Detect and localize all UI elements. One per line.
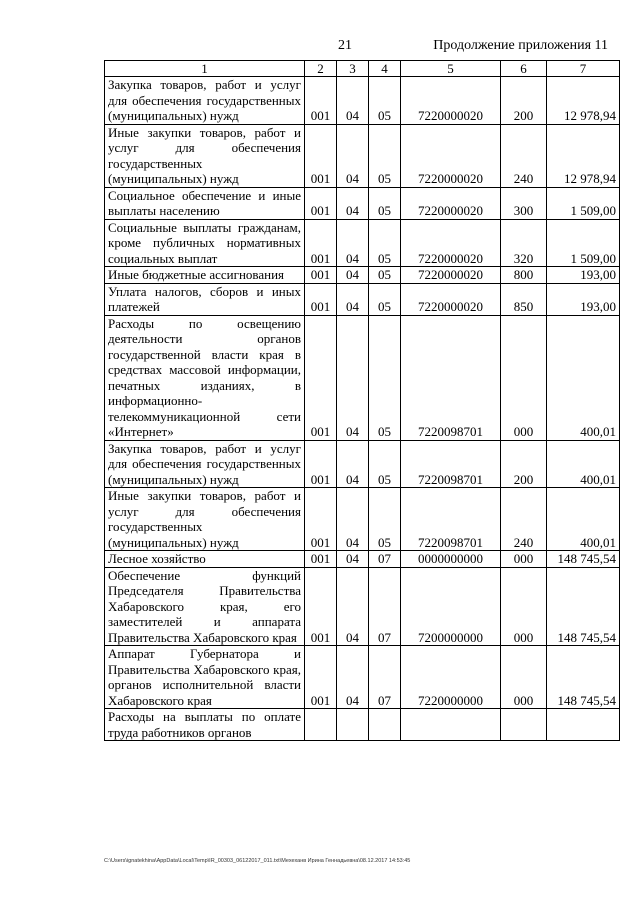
section-code-cell: 04	[337, 567, 369, 646]
section-code-cell: 04	[337, 124, 369, 187]
admin-code-cell: 001	[305, 488, 337, 551]
expense-type-cell: 000	[501, 646, 547, 709]
target-article-cell: 7220000020	[401, 187, 501, 219]
target-article-cell: 7220098701	[401, 315, 501, 440]
expense-name-cell: Закупка товаров, работ и услуг для обеспечения государственных (муниципальных) нужд	[105, 440, 305, 488]
column-header: 7	[547, 61, 620, 77]
amount-cell: 400,01	[547, 440, 620, 488]
subsection-code-cell: 05	[369, 187, 401, 219]
subsection-code-cell	[369, 709, 401, 741]
amount-cell: 400,01	[547, 488, 620, 551]
expense-type-cell: 240	[501, 488, 547, 551]
page-number: 21	[338, 38, 352, 53]
amount-cell: 193,00	[547, 267, 620, 284]
column-header: 3	[337, 61, 369, 77]
admin-code-cell: 001	[305, 219, 337, 267]
expense-name-cell: Обеспечение функций Председателя Правительства Хабаровского края, его заместителей и аппарата Правительства Хабаровского края	[105, 567, 305, 646]
subsection-code-cell: 05	[369, 488, 401, 551]
subsection-code-cell: 05	[369, 267, 401, 284]
section-code-cell: 04	[337, 77, 369, 125]
section-code-cell: 04	[337, 219, 369, 267]
table-row	[105, 551, 620, 568]
section-code-cell: 04	[337, 267, 369, 284]
amount-cell: 148 745,54	[547, 551, 620, 568]
target-article-cell: 7220000020	[401, 283, 501, 315]
amount-cell: 148 745,54	[547, 646, 620, 709]
expense-name-cell: Социальное обеспечение и иные выплаты населению	[105, 187, 305, 219]
expense-type-cell: 000	[501, 567, 547, 646]
header-row	[105, 61, 620, 77]
admin-code-cell: 001	[305, 440, 337, 488]
column-header: 4	[369, 61, 401, 77]
continuation-label: Продолжение приложения 11	[433, 38, 608, 53]
column-header: 2	[305, 61, 337, 77]
target-article-cell: 7220000000	[401, 646, 501, 709]
section-code-cell	[337, 709, 369, 741]
section-code-cell: 04	[337, 440, 369, 488]
table-row	[105, 567, 620, 646]
expense-name-cell: Расходы на выплаты по оплате труда работников органов	[105, 709, 305, 741]
expense-name-cell: Социальные выплаты гражданам, кроме публичных нормативных социальных выплат	[105, 219, 305, 267]
subsection-code-cell: 05	[369, 219, 401, 267]
column-header: 6	[501, 61, 547, 77]
admin-code-cell: 001	[305, 187, 337, 219]
table-row	[105, 709, 620, 741]
table-row	[105, 440, 620, 488]
table-row	[105, 267, 620, 284]
expense-name-cell: Иные закупки товаров, работ и услуг для обеспечения государственных (муниципальных) нужд	[105, 488, 305, 551]
admin-code-cell: 001	[305, 124, 337, 187]
table-row	[105, 283, 620, 315]
expense-name-cell: Иные закупки товаров, работ и услуг для обеспечения государственных (муниципальных) нужд	[105, 124, 305, 187]
target-article-cell: 0000000000	[401, 551, 501, 568]
target-article-cell: 7220000020	[401, 77, 501, 125]
expense-type-cell: 000	[501, 315, 547, 440]
expense-type-cell: 320	[501, 219, 547, 267]
subsection-code-cell: 05	[369, 283, 401, 315]
subsection-code-cell: 07	[369, 551, 401, 568]
section-code-cell: 04	[337, 551, 369, 568]
amount-cell: 12 978,94	[547, 77, 620, 125]
target-article-cell	[401, 709, 501, 741]
table-row	[105, 124, 620, 187]
expense-type-cell	[501, 709, 547, 741]
column-header: 5	[401, 61, 501, 77]
expense-name-cell: Аппарат Губернатора и Правительства Хабаровского края, органов исполнительной власти Хабаровского края	[105, 646, 305, 709]
admin-code-cell: 001	[305, 283, 337, 315]
expense-type-cell: 850	[501, 283, 547, 315]
expense-type-cell: 000	[501, 551, 547, 568]
amount-cell: 400,01	[547, 315, 620, 440]
section-code-cell: 04	[337, 646, 369, 709]
target-article-cell: 7220098701	[401, 488, 501, 551]
amount-cell	[547, 709, 620, 741]
budget-table	[104, 60, 620, 741]
expense-type-cell: 240	[501, 124, 547, 187]
subsection-code-cell: 05	[369, 315, 401, 440]
target-article-cell: 7200000000	[401, 567, 501, 646]
table-row	[105, 488, 620, 551]
section-code-cell: 04	[337, 187, 369, 219]
subsection-code-cell: 05	[369, 124, 401, 187]
section-code-cell: 04	[337, 315, 369, 440]
admin-code-cell: 001	[305, 267, 337, 284]
amount-cell: 1 509,00	[547, 187, 620, 219]
target-article-cell: 7220000020	[401, 124, 501, 187]
section-code-cell: 04	[337, 283, 369, 315]
target-article-cell: 7220000020	[401, 267, 501, 284]
subsection-code-cell: 07	[369, 567, 401, 646]
admin-code-cell: 001	[305, 77, 337, 125]
target-article-cell: 7220000020	[401, 219, 501, 267]
admin-code-cell: 001	[305, 646, 337, 709]
expense-type-cell: 200	[501, 440, 547, 488]
amount-cell: 12 978,94	[547, 124, 620, 187]
expense-type-cell: 200	[501, 77, 547, 125]
expense-name-cell: Закупка товаров, работ и услуг для обеспечения государственных (муниципальных) нужд	[105, 77, 305, 125]
admin-code-cell	[305, 709, 337, 741]
expense-type-cell: 800	[501, 267, 547, 284]
subsection-code-cell: 05	[369, 77, 401, 125]
expense-name-cell: Иные бюджетные ассигнования	[105, 267, 305, 284]
amount-cell: 148 745,54	[547, 567, 620, 646]
expense-name-cell: Лесное хозяйство	[105, 551, 305, 568]
table-row	[105, 315, 620, 440]
column-header: 1	[105, 61, 305, 77]
expense-name-cell: Уплата налогов, сборов и иных платежей	[105, 283, 305, 315]
file-path-footer: C:\Users\ignatekhina\AppData\Local\Temp\IR_00303_06122017_011.txt\Мехеханв Ирина Геннадьевна\08.12.2017 14:53:45	[104, 858, 411, 864]
target-article-cell: 7220098701	[401, 440, 501, 488]
section-code-cell: 04	[337, 488, 369, 551]
expense-name-cell: Расходы по освещению деятельности органов государственной власти края в средствах массовой информации, печатных изданиях, в информационно-телекоммуникационной сети «Интернет»	[105, 315, 305, 440]
table-row	[105, 77, 620, 125]
table-row	[105, 187, 620, 219]
table-row	[105, 219, 620, 267]
table-row	[105, 646, 620, 709]
admin-code-cell: 001	[305, 551, 337, 568]
admin-code-cell: 001	[305, 315, 337, 440]
amount-cell: 193,00	[547, 283, 620, 315]
admin-code-cell: 001	[305, 567, 337, 646]
subsection-code-cell: 07	[369, 646, 401, 709]
amount-cell: 1 509,00	[547, 219, 620, 267]
subsection-code-cell: 05	[369, 440, 401, 488]
expense-type-cell: 300	[501, 187, 547, 219]
